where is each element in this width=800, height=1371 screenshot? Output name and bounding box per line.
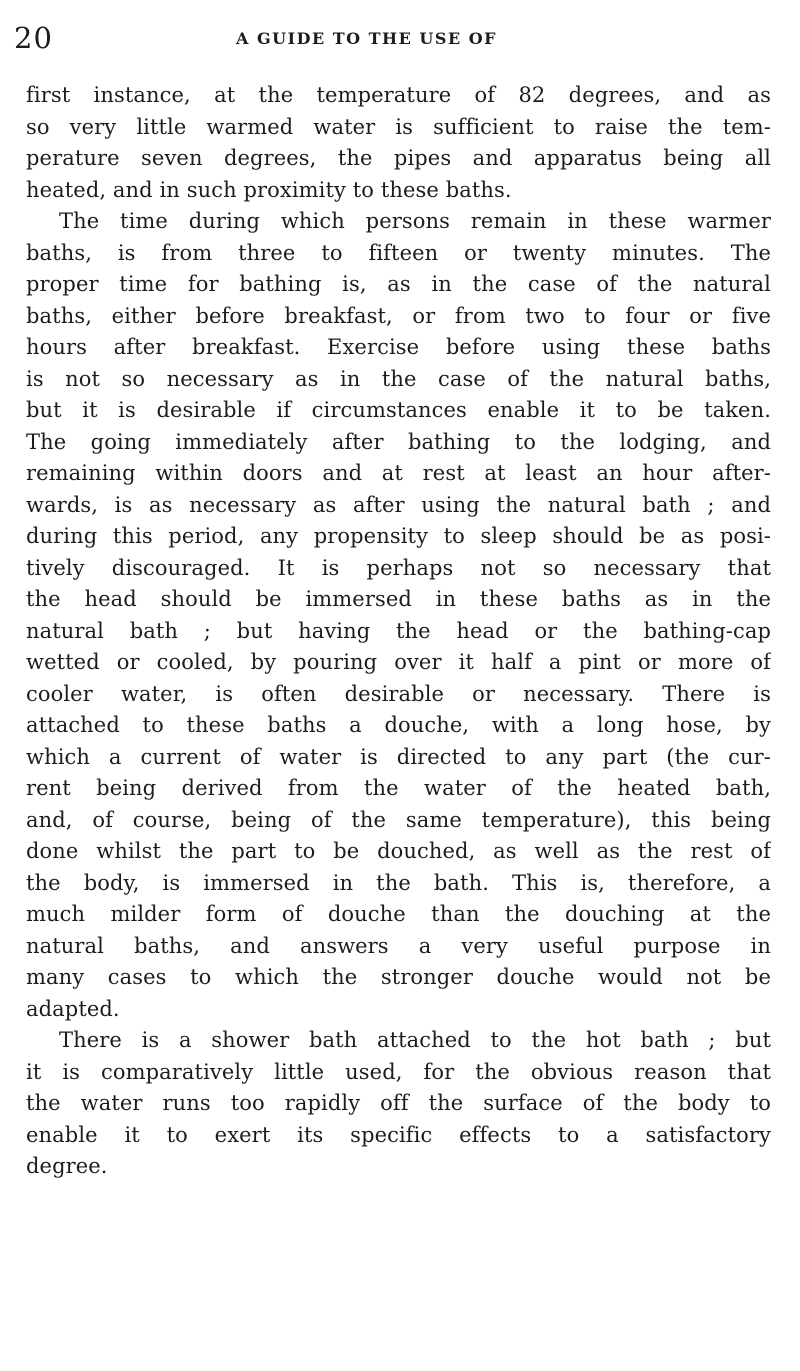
text-line: hours after breakfast. Exercise before using these baths (26, 335, 771, 359)
text-line: the body, is immersed in the bath. This is, therefore, a (26, 870, 771, 895)
page-number: 20 (14, 21, 53, 55)
text-line: the head should be immersed in these baths as in the (26, 587, 771, 611)
text-line: rent being derived from the water of the heated bath, (26, 776, 771, 800)
text-line: enable it to exert its specific effects to a satisfactory (26, 1122, 771, 1147)
text-line: during this period, any propensity to sleep should be as posi- (26, 524, 771, 548)
text-line: first instance, at the temperature of 82 degrees, and as (26, 83, 771, 107)
text-line: baths, is from three to fifteen or twenty minutes. The (26, 240, 771, 265)
text-line: attached to these baths a douche, with a long hose, by (26, 713, 771, 737)
text-line: baths, either before breakfast, or from two to four or five (26, 303, 771, 328)
text-line: so very little warmed water is sufficient to raise the tem- (26, 114, 771, 139)
text-line: degree. (26, 1154, 108, 1178)
text-line: it is comparatively little used, for the obvious reason that (26, 1059, 771, 1084)
text-line: wards, is as necessary as after using the natural bath ; and (26, 492, 771, 517)
body-text (26, 80, 771, 1183)
text-line: tively discouraged. It is perhaps not so necessary that (26, 555, 771, 580)
text-line: remaining within doors and at rest at least an hour after- (26, 461, 771, 485)
running-title: A GUIDE TO THE USE OF (236, 29, 497, 48)
text-line: wetted or cooled, by pouring over it half a pint or more of (26, 650, 771, 674)
text-line: and, of course, being of the same temperature), this being (26, 807, 771, 832)
text-line: There is a shower bath attached to the hot bath ; but (59, 1028, 771, 1052)
text-line: natural baths, and answers a very useful purpose in (26, 933, 771, 958)
text-line: much milder form of douche than the douching at the (26, 902, 771, 926)
text-line: The time during which persons remain in these warmer (59, 209, 771, 233)
text-line: which a current of water is directed to any part (the cur- (26, 744, 771, 769)
text-line: cooler water, is often desirable or necessary. There is (26, 681, 771, 706)
text-line: adapted. (26, 996, 120, 1021)
text-line: proper time for bathing is, as in the case of the natural (26, 272, 771, 296)
text-line: heated, and in such proximity to these baths. (26, 177, 512, 202)
text-line: many cases to which the stronger douche would not be (26, 965, 771, 989)
text-line: The going immediately after bathing to the lodging, and (26, 429, 771, 454)
text-line: natural bath ; but having the head or the bathing-cap (26, 618, 771, 643)
page-header (14, 18, 784, 58)
text-line: is not so necessary as in the case of the natural baths, (26, 366, 771, 391)
text-line: perature seven degrees, the pipes and apparatus being all (26, 146, 771, 170)
text-line: but it is desirable if circumstances enable it to be taken. (26, 398, 771, 422)
text-line: the water runs too rapidly off the surface of the body to (26, 1091, 771, 1115)
text-line: done whilst the part to be douched, as well as the rest of (26, 839, 771, 863)
